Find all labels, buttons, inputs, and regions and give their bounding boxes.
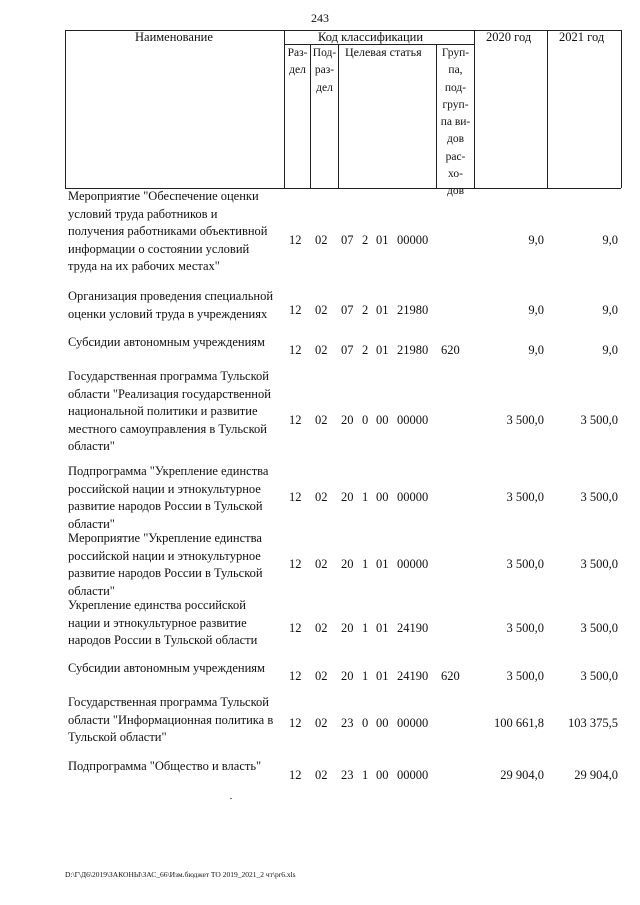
row-rz: 12 bbox=[289, 557, 302, 571]
scan-speck bbox=[230, 798, 232, 799]
header-2021: 2021 год bbox=[559, 30, 605, 44]
row-pr: 02 bbox=[315, 233, 328, 247]
row-name-line: Подпрограмма "Укрепление единства bbox=[68, 464, 269, 478]
row-name-line: Организация проведения специальной bbox=[68, 289, 274, 303]
row-cs2: 1 bbox=[362, 557, 369, 571]
row-name-line: области" bbox=[68, 516, 115, 531]
row-name-line: российской нации и этнокультурное bbox=[68, 548, 261, 563]
col-divider bbox=[338, 44, 339, 188]
row-name-line: оценки условий труда в учреждениях bbox=[68, 306, 268, 321]
row-vr: 620 bbox=[441, 669, 460, 683]
row-pr: 02 bbox=[315, 768, 328, 782]
col-divider bbox=[65, 30, 66, 188]
row-y2020: 9,0 bbox=[528, 303, 544, 317]
row-name bbox=[68, 758, 284, 776]
row-name bbox=[68, 530, 284, 600]
row-vr: 620 bbox=[441, 343, 460, 357]
row-cs1: 07 bbox=[341, 343, 354, 357]
row-rz: 12 bbox=[289, 621, 302, 635]
row-name bbox=[68, 597, 284, 650]
row-cs3: 01 bbox=[376, 233, 389, 247]
header-2020: 2020 год bbox=[486, 30, 532, 44]
row-cs4: 24190 bbox=[397, 621, 429, 635]
row-name-line: национальной политики и развитие bbox=[68, 404, 258, 418]
row-y2021: 29 904,0 bbox=[574, 768, 618, 782]
row-name-line: народов России в Тульской области bbox=[68, 633, 258, 647]
row-name-line: области "Информационная политика в bbox=[68, 712, 274, 727]
row-cs1: 07 bbox=[341, 303, 354, 317]
row-y2021: 3 500,0 bbox=[580, 490, 618, 504]
row-rz: 12 bbox=[289, 413, 302, 427]
row-name-line: развитие народов России в Тульской bbox=[68, 499, 263, 513]
row-pr: 02 bbox=[315, 669, 328, 683]
header-razdel: Раз- дел bbox=[287, 47, 308, 77]
row-cs3: 00 bbox=[376, 413, 389, 427]
row-cs4: 21980 bbox=[397, 303, 429, 317]
row-cs1: 20 bbox=[341, 557, 354, 571]
header-name: Наименование bbox=[135, 30, 213, 44]
header-gruppa: Груп- па, под- груп- па ви- дов рас- хо- дов bbox=[440, 47, 471, 198]
row-name-line: области" bbox=[68, 439, 115, 453]
row-rz: 12 bbox=[289, 343, 302, 357]
row-cs2: 0 bbox=[362, 413, 369, 427]
row-pr: 02 bbox=[315, 490, 328, 504]
row-cs3: 01 bbox=[376, 621, 389, 635]
row-name bbox=[68, 463, 284, 533]
row-name-line: местного самоуправления в Тульской bbox=[68, 421, 267, 436]
row-cs3: 01 bbox=[376, 303, 389, 317]
row-cs3: 01 bbox=[376, 669, 389, 683]
row-name-line: российской нации и этнокультурное bbox=[68, 481, 261, 496]
row-y2021: 3 500,0 bbox=[580, 669, 618, 683]
row-cs1: 20 bbox=[341, 669, 354, 683]
row-name bbox=[68, 660, 284, 678]
row-y2021: 9,0 bbox=[602, 303, 618, 317]
row-y2020: 3 500,0 bbox=[506, 413, 544, 427]
row-name bbox=[68, 288, 284, 323]
row-cs4: 00000 bbox=[397, 233, 429, 247]
row-pr: 02 bbox=[315, 557, 328, 571]
row-cs2: 0 bbox=[362, 716, 369, 730]
page-number: 243 bbox=[311, 11, 329, 25]
row-rz: 12 bbox=[289, 768, 302, 782]
row-name-line: получения работниками объективной bbox=[68, 224, 268, 238]
row-name-line: развитие народов России в Тульской bbox=[68, 566, 263, 580]
row-cs1: 23 bbox=[341, 768, 354, 782]
row-pr: 02 bbox=[315, 621, 328, 635]
row-rz: 12 bbox=[289, 716, 302, 730]
row-name-line: Государственная программа Тульской bbox=[68, 695, 269, 709]
row-cs1: 23 bbox=[341, 716, 354, 730]
col-divider bbox=[547, 30, 548, 188]
row-name-line: области "Реализация государственной bbox=[68, 386, 271, 401]
row-cs1: 07 bbox=[341, 233, 354, 247]
row-cs2: 2 bbox=[362, 233, 369, 247]
row-name-line: нации и этнокультурное развитие bbox=[68, 615, 247, 630]
row-name-line: Субсидии автономным учреждениям bbox=[68, 335, 265, 349]
row-y2020: 3 500,0 bbox=[506, 621, 544, 635]
footer-file-path: D:\Г\Д6\2019\ЗАКОНЫ\ЗАС_66\Изм.бюджет ТО 2019_2021_2 чт\рr6.xls bbox=[65, 870, 296, 879]
row-rz: 12 bbox=[289, 669, 302, 683]
row-cs4: 24190 bbox=[397, 669, 429, 683]
row-name bbox=[68, 368, 284, 456]
row-cs2: 1 bbox=[362, 669, 369, 683]
row-pr: 02 bbox=[315, 413, 328, 427]
row-y2021: 3 500,0 bbox=[580, 413, 618, 427]
row-y2021: 9,0 bbox=[602, 233, 618, 247]
row-name bbox=[68, 334, 284, 352]
row-cs4: 00000 bbox=[397, 557, 429, 571]
row-rz: 12 bbox=[289, 233, 302, 247]
row-cs3: 00 bbox=[376, 716, 389, 730]
row-name-line: труда на их рабочих местах" bbox=[68, 259, 220, 273]
row-cs4: 00000 bbox=[397, 490, 429, 504]
row-name-line: Мероприятие "Укрепление единства bbox=[68, 531, 262, 545]
row-y2020: 9,0 bbox=[528, 343, 544, 357]
row-cs2: 2 bbox=[362, 303, 369, 317]
row-cs2: 2 bbox=[362, 343, 369, 357]
row-y2021: 3 500,0 bbox=[580, 557, 618, 571]
row-cs2: 1 bbox=[362, 768, 369, 782]
row-y2020: 3 500,0 bbox=[506, 490, 544, 504]
row-rz: 12 bbox=[289, 490, 302, 504]
row-cs1: 20 bbox=[341, 490, 354, 504]
row-cs1: 20 bbox=[341, 621, 354, 635]
row-y2021: 103 375,5 bbox=[568, 716, 618, 730]
row-name-line: Субсидии автономным учреждениям bbox=[68, 661, 265, 675]
row-name bbox=[68, 694, 284, 747]
row-y2020: 3 500,0 bbox=[506, 557, 544, 571]
row-name-line: Мероприятие "Обеспечение оценки bbox=[68, 189, 259, 203]
row-y2020: 29 904,0 bbox=[500, 768, 544, 782]
row-name bbox=[68, 188, 284, 276]
row-cs3: 00 bbox=[376, 768, 389, 782]
row-name-line: Тульской области" bbox=[68, 730, 167, 744]
header-code: Код классификации bbox=[318, 30, 424, 44]
row-name-line: области" bbox=[68, 583, 115, 598]
row-cs4: 21980 bbox=[397, 343, 429, 357]
row-name-line: Государственная программа Тульской bbox=[68, 369, 269, 383]
row-y2020: 100 661,8 bbox=[494, 716, 544, 730]
row-name-line: условий труда работников и bbox=[68, 206, 218, 221]
row-cs4: 00000 bbox=[397, 716, 429, 730]
row-y2021: 9,0 bbox=[602, 343, 618, 357]
row-y2021: 3 500,0 bbox=[580, 621, 618, 635]
col-divider bbox=[474, 30, 475, 188]
header-podrazdel: Под- раз- дел bbox=[312, 47, 337, 94]
row-cs4: 00000 bbox=[397, 768, 429, 782]
row-name-line: информации о состоянии условий bbox=[68, 241, 250, 256]
row-pr: 02 bbox=[315, 303, 328, 317]
row-cs3: 00 bbox=[376, 490, 389, 504]
row-cs4: 00000 bbox=[397, 413, 429, 427]
row-cs3: 01 bbox=[376, 343, 389, 357]
row-y2020: 9,0 bbox=[528, 233, 544, 247]
row-cs1: 20 bbox=[341, 413, 354, 427]
row-y2020: 3 500,0 bbox=[506, 669, 544, 683]
row-name-line: Укрепление единства российской bbox=[68, 598, 246, 612]
row-cs2: 1 bbox=[362, 490, 369, 504]
row-cs2: 1 bbox=[362, 621, 369, 635]
row-cs3: 01 bbox=[376, 557, 389, 571]
row-rz: 12 bbox=[289, 303, 302, 317]
row-name-line: Подпрограмма "Общество и власть" bbox=[68, 759, 262, 773]
header-celevaya: Целевая статья bbox=[345, 45, 422, 59]
row-pr: 02 bbox=[315, 716, 328, 730]
col-divider bbox=[621, 30, 622, 188]
row-pr: 02 bbox=[315, 343, 328, 357]
